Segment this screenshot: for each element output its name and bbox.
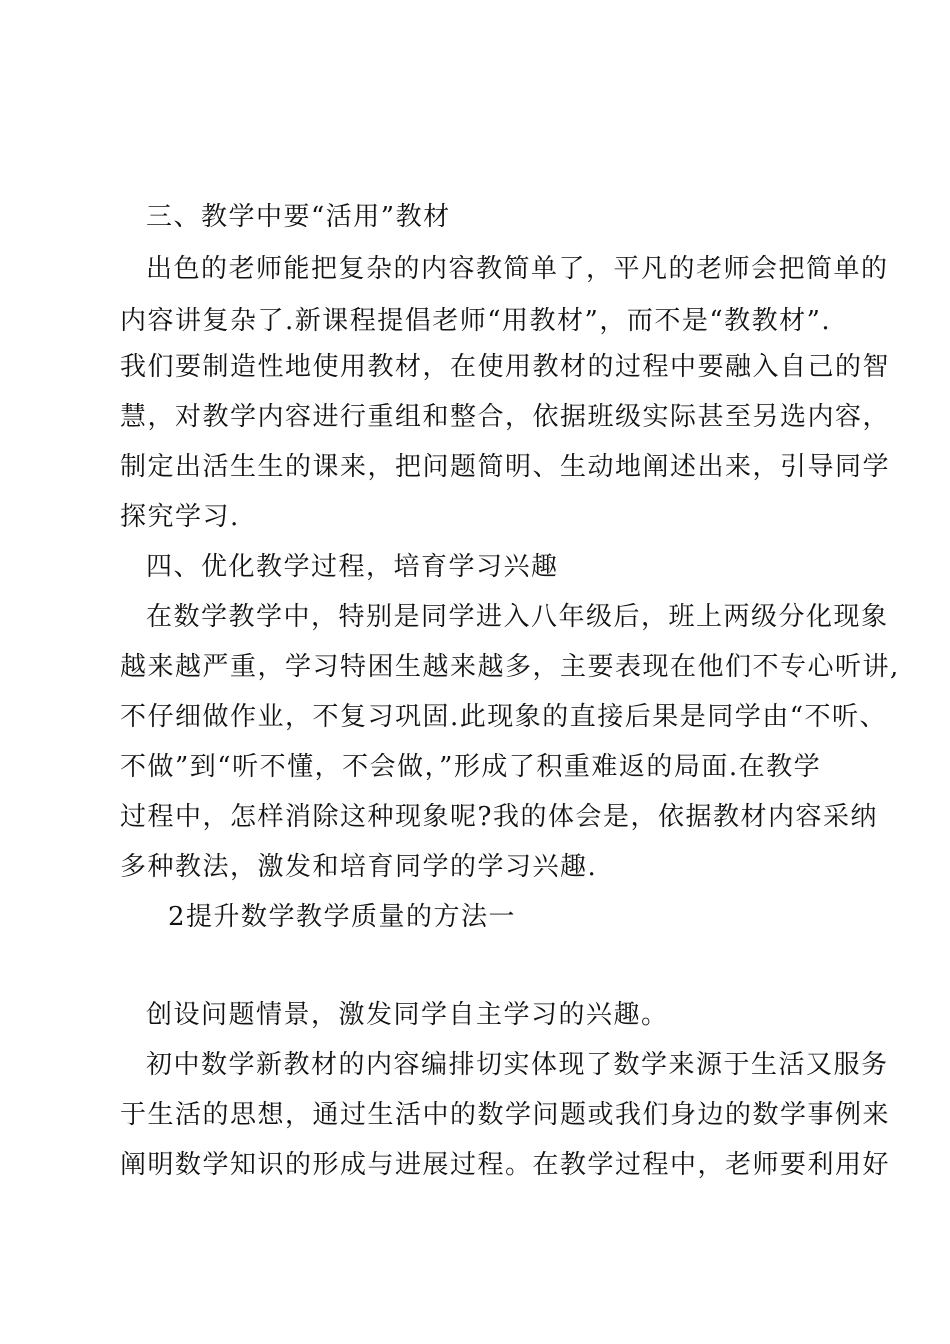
paragraph-line: 我们要制造性地使用教材，在使用教材的过程中要融入自己的智	[120, 352, 891, 382]
paragraph-line: 不做”到“听不懂，不会做，”形成了积重难返的局面.在教学	[120, 752, 822, 782]
section-heading-4: 四、优化教学过程，培育学习兴趣	[146, 552, 559, 582]
paragraph-line: 过程中，怎样消除这种现象呢?我的体会是，依据教材内容采纳	[120, 802, 878, 832]
paragraph-line: 越来越严重，学习特困生越来越多，主要表现在他们不专心听讲,	[120, 652, 900, 682]
paragraph-line: 多种教法，激发和培育同学的学习兴趣.	[120, 852, 598, 882]
paragraph-line: 于生活的思想，通过生活中的数学问题或我们身边的数学事例来	[120, 1100, 891, 1130]
paragraph-line: 出色的老师能把复杂的内容教简单了，平凡的老师会把简单的	[146, 254, 889, 284]
paragraph-line: 探究学习.	[120, 502, 240, 532]
subheading: 创设问题情景，激发同学自主学习的兴趣。	[146, 1000, 669, 1030]
section-title: 2提升数学教学质量的方法一	[168, 902, 517, 932]
paragraph-line: 内容讲复杂了.新课程提倡老师“用教材”，而不是“教教材”.	[120, 306, 832, 336]
paragraph-line: 慧，对教学内容进行重组和整合，依据班级实际甚至另选内容，	[120, 402, 891, 432]
paragraph-line: 阐明数学知识的形成与进展过程。在教学过程中，老师要利用好	[120, 1150, 891, 1180]
paragraph-line: 制定出活生生的课来，把问题简明、生动地阐述出来，引导同学	[120, 452, 891, 482]
section-heading-3: 三、教学中要“活用”教材	[146, 202, 451, 232]
paragraph-line: 初中数学新教材的内容编排切实体现了数学来源于生活又服务	[146, 1050, 889, 1080]
paragraph-line: 不仔细做作业，不复习巩固.此现象的直接后果是同学由“不听、	[120, 702, 888, 732]
paragraph-line: 在数学教学中，特别是同学进入八年级后，班上两级分化现象	[146, 602, 889, 632]
